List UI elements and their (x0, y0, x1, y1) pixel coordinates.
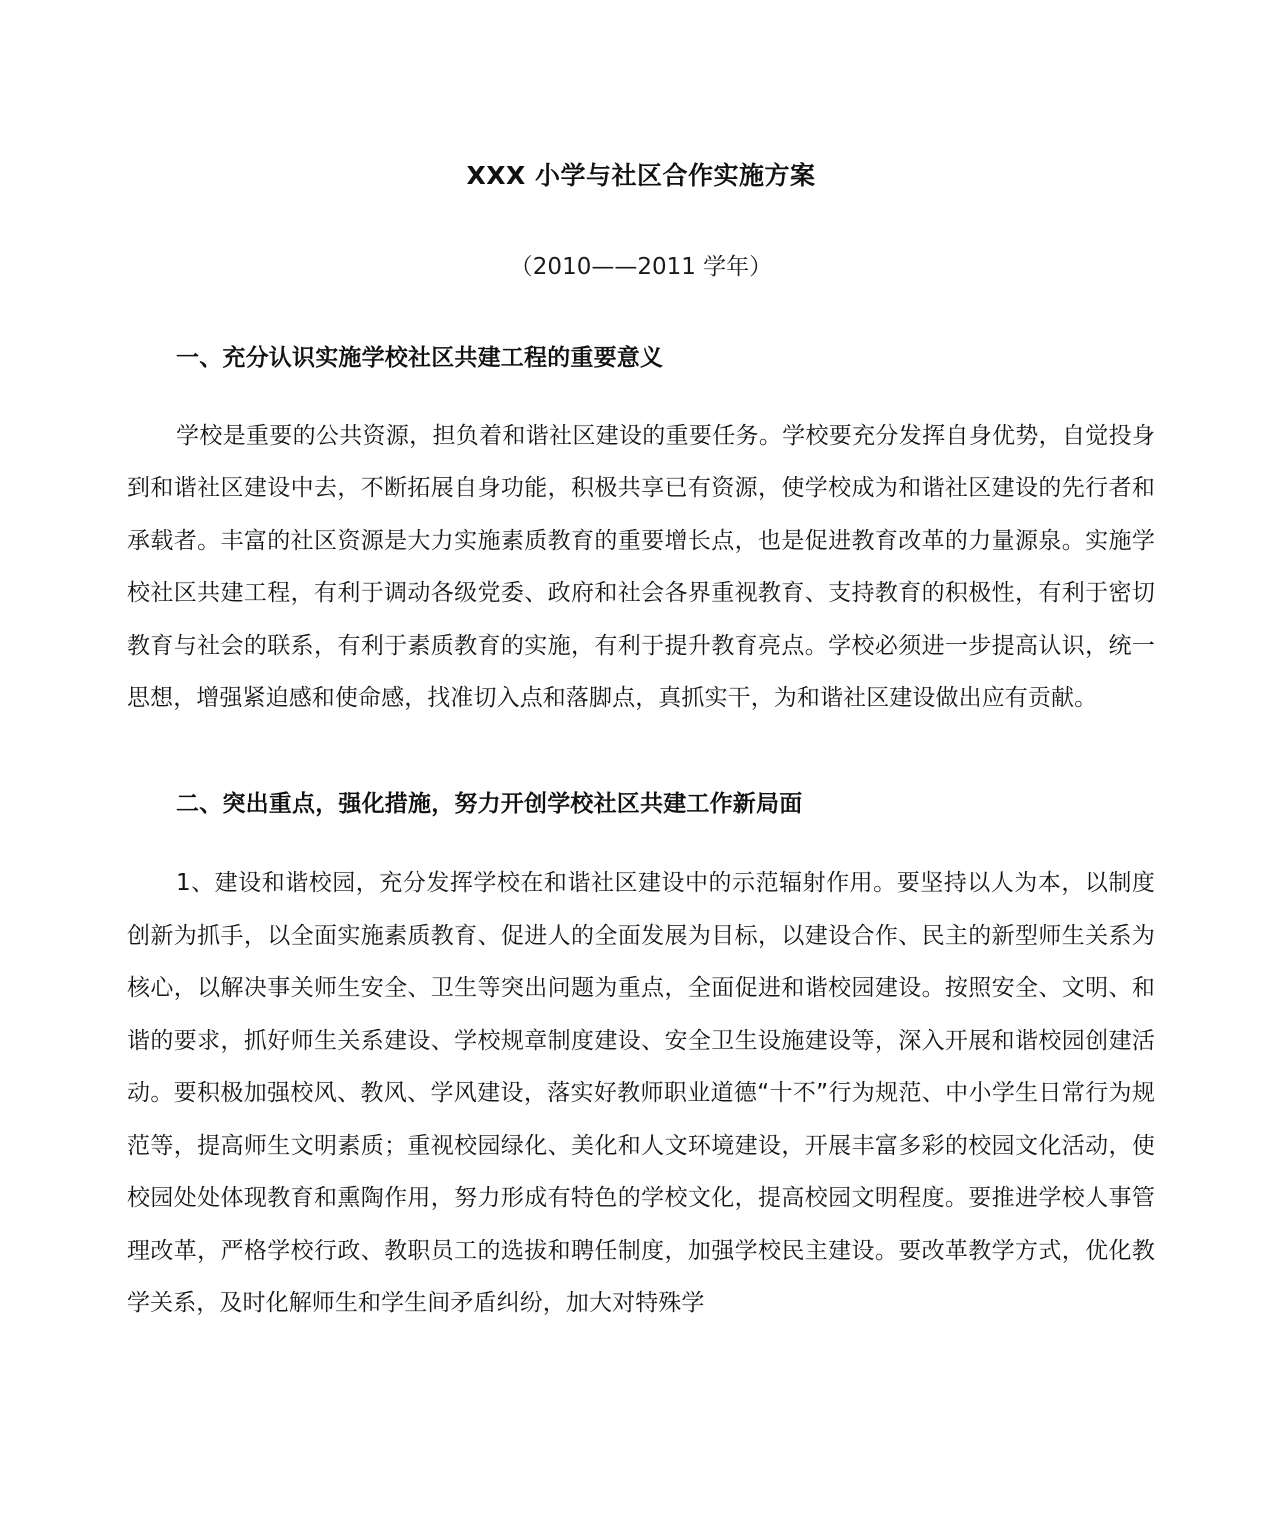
section-two-paragraph: 1、建设和谐校园，充分发挥学校在和谐社区建设中的示范辐射作用。要坚持以人为本，以制度创新为抓手，以全面实施素质教育、促进人的全面发展为目标，以建设合作、民主的新型师生关系为核心，以解决事关师生安全、卫生等突出问题为重点，全面促进和谐校园建设。按照安全、文明、和谐的要求，抓好师生关系建设、学校规章制度建设、安全卫生设施建设等，深入开展和谐校园创建活动。要积极加强校风、教风、学风建设，落实好教师职业道德“十不”行为规范、中小学生日常行为规范等，提高师生文明素质；重视校园绿化、美化和人文环境建设，开展丰富多彩的校园文化活动，使校园处处体现教育和熏陶作用，努力形成有特色的学校文化，提高校园文明程度。要推进学校人事管理改革，严格学校行政、教职员工的选拔和聘任制度，加强学校民主建设。要改革教学方式，优化教学关系，及时化解师生和学生间矛盾纠纷，加大对特殊学 (127, 870, 1155, 1317)
document-content (127, 0, 1155, 1330)
document-subtitle: （2010——2011 学年） (509, 254, 773, 280)
section-heading-one: 一、充分认识实施学校社区共建工程的重要意义 (176, 345, 664, 372)
section-one-paragraph: 学校是重要的公共资源，担负着和谐社区建设的重要任务。学校要充分发挥自身优势，自觉投身到和谐社区建设中去，不断拓展自身功能，积极共享已有资源，使学校成为和谐社区建设的先行者和承载者。丰富的社区资源是大力实施素质教育的重要增长点，也是促进教育改革的力量源泉。实施学校社区共建工程，有利于调动各级党委、政府和社会各界重视教育、支持教育的积极性，有利于密切教育与社会的联系，有利于素质教育的实施，有利于提升教育亮点。学校必须进一步提高认识，统一思想，增强紧迫感和使命感，找准切入点和落脚点，真抓实干，为和谐社区建设做出应有贡献。 (127, 422, 1155, 712)
section-heading-two: 二、突出重点，强化措施，努力开创学校社区共建工作新局面 (176, 790, 803, 817)
page-title: XXX 小学与社区合作实施方案 (466, 161, 816, 190)
